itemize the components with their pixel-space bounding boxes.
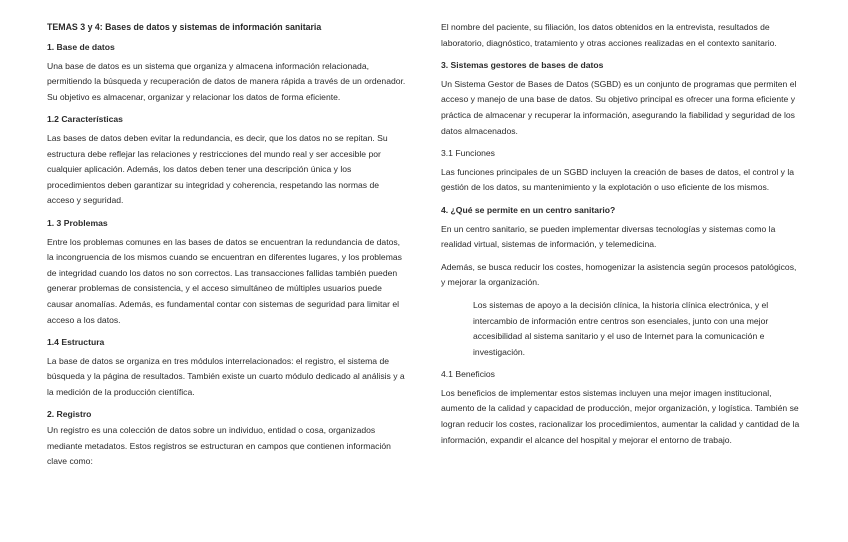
section-heading-caracteristicas: 1.2 Características [47, 114, 123, 125]
section-text-centro-sanitario-2: Además, se busca reducir los costes, homogenizar la asistencia según procesos patológicos, y mejorar la organización. [441, 261, 797, 288]
section-text-estructura: La base de datos se organiza en tres módulos interrelacionados: el registro, el sistema de búsqueda y la página de resultados. También existe un cuarto módulo dedicado al análisis y a la medición de la producción científica. [47, 355, 405, 397]
section-heading-base-de-datos: 1. Base de datos [47, 42, 115, 52]
section-text-problemas: Entre los problemas comunes en las bases de datos se encuentran la redundancia de datos, la incongruencia de los mismos cuando se encuentran en diferentes lugares, y los problemas de integridad cuando los datos no son correctos. Las transacciones fallidas también pueden generar problemas de consistencia, y el acceso simultáneo de múltiples usuarios puede causar anomalías. Además, es fundamental contar con sistemas de seguridad para limitar el acceso a los datos. [47, 236, 402, 325]
section-heading-problemas: 1. 3 Problemas [47, 217, 108, 228]
section-heading-sgbd: 3. Sistemas gestores de bases de datos [441, 60, 604, 71]
page-title: TEMAS 3 y 4: Bases de datos y sistemas de información sanitaria [47, 22, 322, 32]
section-heading-estructura: 1.4 Estructura [47, 337, 105, 348]
section-heading-funciones: 3.1 Funciones [441, 148, 495, 159]
section-text-sgbd: Un Sistema Gestor de Bases de Datos (SGBD) es un conjunto de programas que permiten el acceso y manejo de una base de datos. Su objetivo principal es ofrecer una forma eficiente y práctica de almacenar y recuperar la información, asegurando la fiabilidad y seguridad de los datos almacenados. [441, 78, 797, 136]
section-text-registro-continued: El nombre del paciente, su filiación, los datos obtenidos en la entrevista, resultados de laboratorio, diagnóstico, tratamiento y otras acciones realizadas en el contexto sanitario. [441, 22, 777, 48]
section-text-base-de-datos: Una base de datos es un sistema que organiza y almacena información relacionada, permitiendo la búsqueda y recuperación de datos de manera rápida a través de un ordenador. Su objetivo es almacenar, organizar y relacionar los datos de forma eficiente. [47, 60, 406, 102]
section-heading-beneficios: 4.1 Beneficios [441, 369, 495, 380]
indented-quote: Los sistemas de apoyo a la decisión clínica, la historia clínica electrónica, y el intercambio de información entre centros son esenciales, junto con una mejor accesibilidad al sistema sanitario y el uso de Internet para la comunicación e investigación. [473, 299, 769, 357]
section-heading-centro-sanitario: 4. ¿Qué se permite en un centro sanitario? [441, 204, 616, 215]
section-text-funciones: Las funciones principales de un SGBD incluyen la creación de bases de datos, el control y la gestión de los datos, su mantenimiento y la explotación o uso eficiente de los mismos. [441, 166, 795, 193]
section-text-centro-sanitario-1: En un centro sanitario, se pueden implementar diversas tecnologías y sistemas como la realidad virtual, sistemas de información, y telemedicina. [441, 223, 776, 250]
section-text-caracteristicas: Las bases de datos deben evitar la redundancia, es decir, que los datos no se repitan. Su estructura debe reflejar las relaciones y restricciones del mundo real y ser accesible por cualquier aplicación. Además, los datos deben tener una descripción única y los procedimientos deben garantizar su integridad y coherencia, respetando las normas de acceso y seguridad. [47, 132, 388, 206]
right-column [441, 20, 803, 542]
section-text-beneficios: Los beneficios de implementar estos sistemas incluyen una mejor imagen institucional, aumento de la calidad y capacidad de producción, mejor organización, y logística. También se logran reducir los costes, racionalizar los procedimientos, aumentar la calidad y cantidad de la información, expandir el alcance del hospital y mejorar el entorno de trabajo. [441, 387, 800, 445]
section-text-registro: Un registro es una colección de datos sobre un individuo, entidad o cosa, organizados mediante metadatos. Estos registros se estructuran en campos que contienen información clave como: [47, 425, 391, 467]
section-heading-registro: 2. Registro [47, 409, 92, 420]
left-column [47, 20, 407, 542]
